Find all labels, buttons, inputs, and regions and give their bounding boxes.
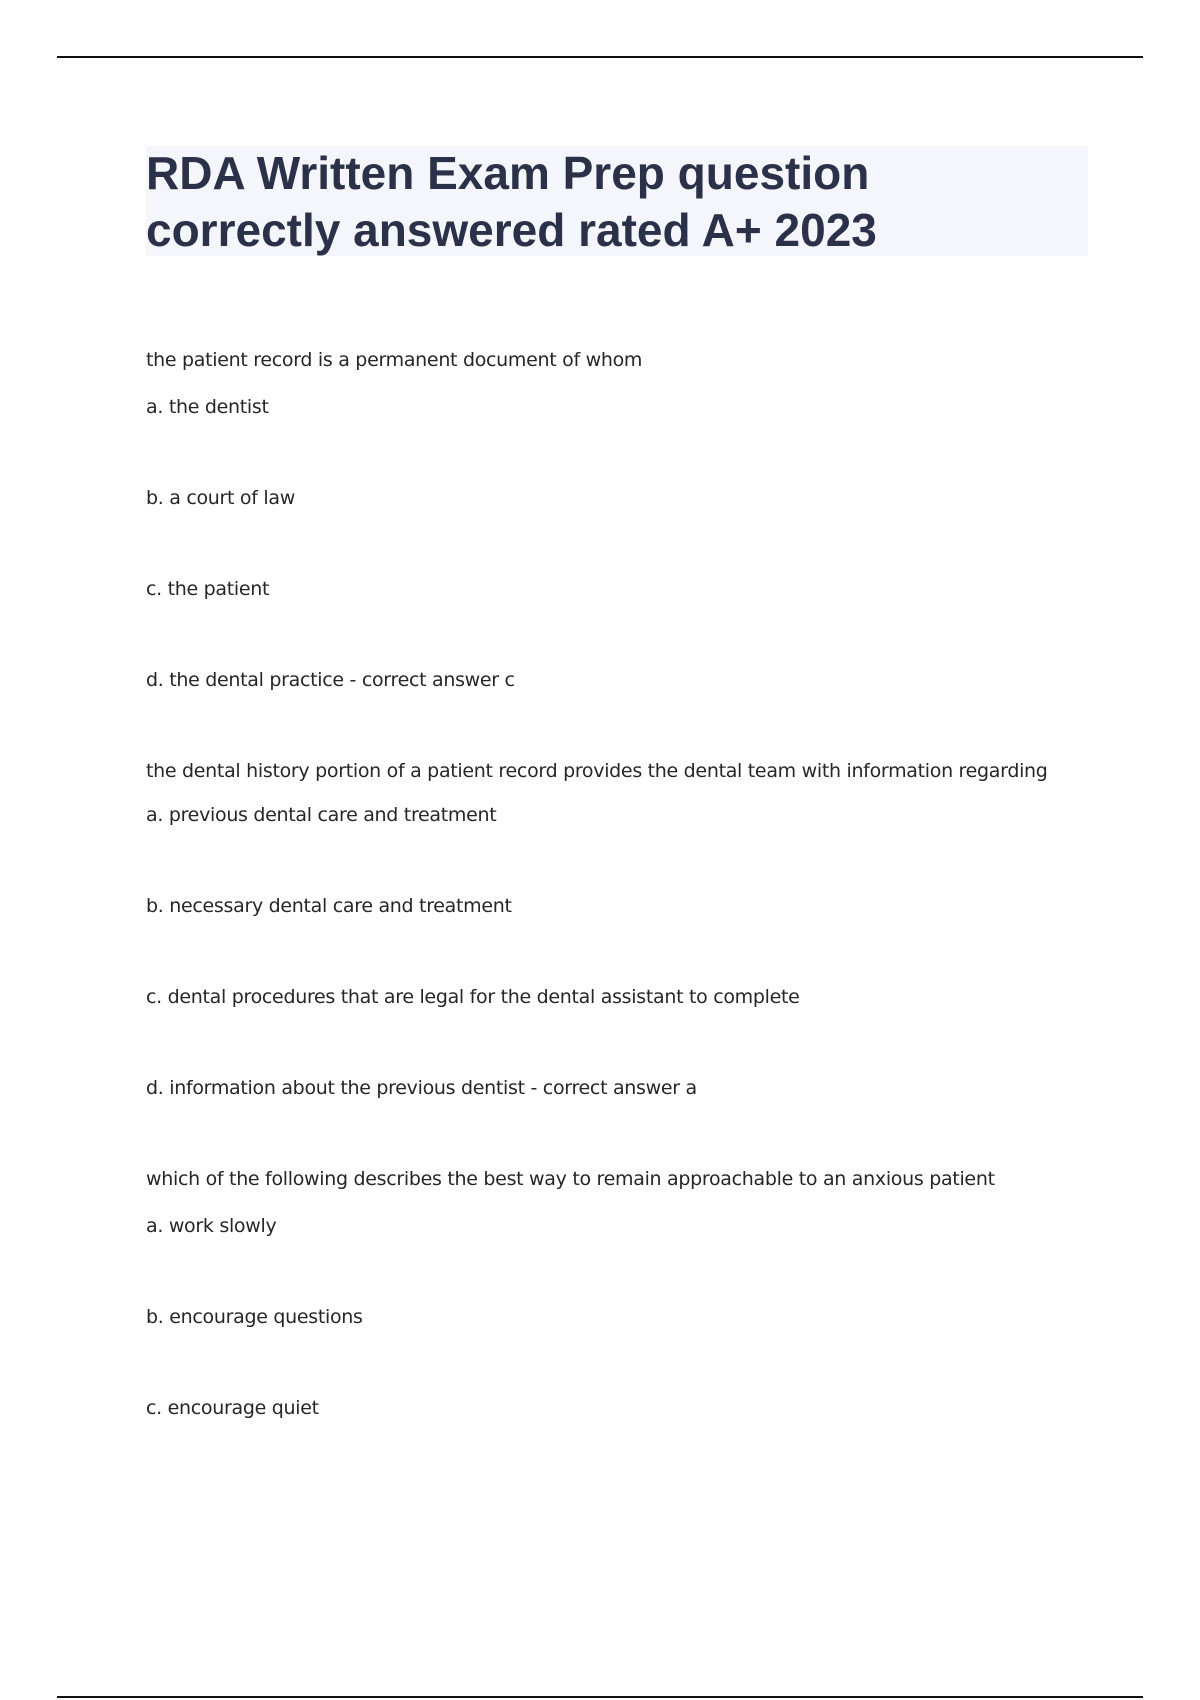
- question-3-option-b: b. encourage questions: [146, 1306, 363, 1328]
- question-1-text: the patient record is a permanent document of whom: [146, 349, 643, 371]
- document-title: RDA Written Exam Prep question correctly answered rated A+ 2023: [146, 147, 877, 256]
- question-1-option-b: b. a court of law: [146, 487, 295, 509]
- question-2-option-a: a. previous dental care and treatment: [146, 804, 497, 826]
- question-3-option-a: a. work slowly: [146, 1215, 277, 1237]
- header-rule: [57, 56, 1143, 58]
- question-2-option-c: c. dental procedures that are legal for the dental assistant to complete: [146, 986, 800, 1008]
- question-3-text: which of the following describes the best way to remain approachable to an anxious patient: [146, 1168, 995, 1190]
- question-2-option-b: b. necessary dental care and treatment: [146, 895, 512, 917]
- footer-rule: [57, 1696, 1143, 1698]
- question-2-option-d: d. information about the previous dentist - correct answer a: [146, 1077, 697, 1099]
- question-2-text: the dental history portion of a patient record provides the dental team with information regarding: [146, 760, 1048, 782]
- question-1-option-a: a. the dentist: [146, 396, 269, 418]
- title-block: [146, 146, 1088, 256]
- question-3-option-c: c. encourage quiet: [146, 1397, 319, 1419]
- question-1-option-d: d. the dental practice - correct answer c: [146, 669, 515, 691]
- question-1-option-c: c. the patient: [146, 578, 270, 600]
